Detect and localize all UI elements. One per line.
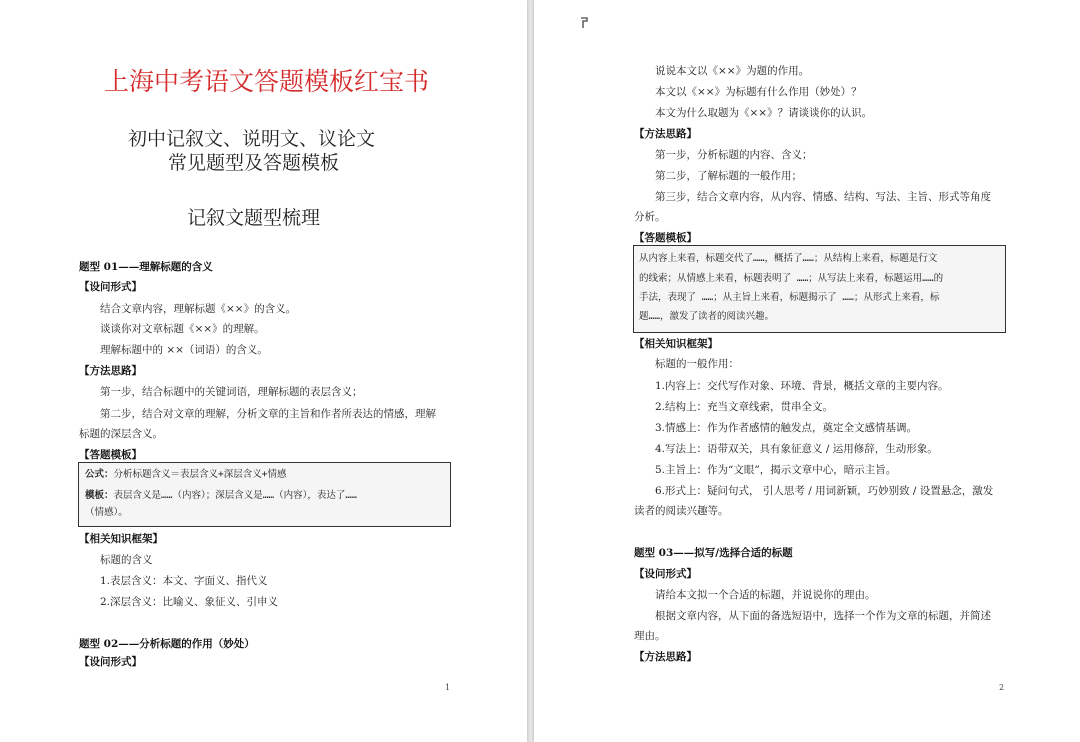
document-page-1	[0, 0, 527, 742]
template-text-2: （情感）。	[85, 507, 128, 518]
flag-icon	[580, 17, 588, 29]
q2-form-label: 【设问形式】	[79, 656, 142, 668]
q1-heading: 题型 01——理解标题的含义	[79, 261, 213, 273]
q2-knowledge-intro: 标题的一般作用：	[655, 358, 739, 370]
subtitle-line-2: 常见题型及答题模板	[168, 152, 340, 174]
q2-knowledge-3: 3.情感上：作为作者感情的触发点，奠定全文感情基调。	[655, 422, 918, 434]
q2-knowledge-5: 5.主旨上：作为“文眼”，揭示文章中心，暗示主旨。	[655, 464, 897, 476]
q2-box-line-1: 从内容上来看，标题交代了……，概括了……；从结构上来看，标题是行文	[639, 253, 938, 264]
q3-form-1: 请给本文拟一个合适的标题，并说说你的理由。	[655, 589, 876, 601]
q2-heading: 题型 02——分析标题的作用（妙处）	[79, 638, 255, 650]
q1-method-label: 【方法思路】	[79, 365, 142, 377]
document-title: 上海中考语文答题模板红宝书	[104, 67, 430, 96]
q1-knowledge-2: 1.表层含义：本文、字面义、指代义	[100, 575, 268, 587]
q2-knowledge-4: 4.写法上：语带双关，具有象征意义 / 运用修辞，生动形象。	[655, 443, 938, 455]
q3-form-label: 【设问形式】	[634, 568, 697, 580]
q2-form-1: 说说本文以《××》为题的作用。	[655, 65, 810, 77]
q2-box-line-3: 手法，表现了 ……；从主旨上来看，标题揭示了 ……；从形式上来看，标	[639, 292, 940, 303]
q3-form-2b: 理由。	[634, 630, 666, 642]
q1-knowledge-label: 【相关知识框架】	[79, 533, 163, 545]
q2-knowledge-6: 6.形式上：疑问句式， 引人思考 / 用词新颖，巧妙别致 / 设置悬念，激发	[655, 485, 994, 497]
q2-knowledge-2: 2.结构上：充当文章线索，贯串全文。	[655, 401, 834, 413]
q1-form-1: 结合文章内容，理解标题《××》的含义。	[100, 303, 297, 315]
q2-form-3: 本文为什么取题为《××》？请谈谈你的认识。	[655, 107, 873, 119]
q2-template-box	[633, 245, 1006, 333]
template-label: 模板：	[85, 490, 114, 501]
q3-heading: 题型 03——拟写/选择合适的标题	[634, 547, 793, 559]
q2-method-2: 第二步，了解标题的一般作用；	[655, 170, 802, 182]
q2-box-line-2: 的线索；从情感上来看，标题表明了 ……；从写法上来看，标题运用……的	[639, 273, 944, 284]
page-number: 1	[445, 683, 451, 692]
subtitle-line-1: 初中记叙文、说明文、议论文	[128, 128, 376, 150]
q3-form-2a: 根据文章内容，从下面的备选短语中，选择一个作为文章的标题，并简述	[655, 610, 991, 622]
section-title: 记叙文题型梳理	[187, 207, 321, 229]
q1-form-label: 【设问形式】	[79, 281, 142, 293]
q2-knowledge-cont: 读者的阅读兴趣等。	[634, 505, 729, 517]
q1-form-2: 谈谈你对文章标题《××》的理解。	[100, 323, 265, 335]
q1-method-2a: 第二步，结合对文章的理解，分析文章的主旨和作者所表达的情感，理解	[100, 408, 436, 420]
formula-text: 分析标题含义＝表层含义+深层含义+情感	[113, 469, 287, 480]
q2-method-1: 第一步，分析标题的内容、含义；	[655, 149, 813, 161]
q2-method-3b: 分析。	[634, 211, 666, 223]
document-page-2	[534, 0, 1080, 742]
q2-knowledge-label: 【相关知识框架】	[634, 338, 718, 350]
q2-box-line-4: 题……，激发了读者的阅读兴趣。	[639, 311, 774, 322]
q1-template-label: 【答题模板】	[79, 449, 142, 461]
q2-knowledge-1: 1.内容上：交代写作对象、环境、背景，概括文章的主要内容。	[655, 380, 949, 392]
q1-method-2b: 标题的深层含义。	[79, 428, 163, 440]
q1-knowledge-3: 2.深层含义：比喻义、象征义、引申义	[100, 596, 279, 608]
q1-method-1: 第一步，结合标题中的关键词语，理解标题的表层含义；	[100, 386, 363, 398]
q1-knowledge-1: 标题的含义	[100, 554, 153, 566]
page-number: 2	[999, 683, 1005, 692]
q2-method-label: 【方法思路】	[634, 128, 697, 140]
q2-form-2: 本文以《××》为标题有什么作用（妙处）？	[655, 86, 862, 98]
formula-label: 公式：	[85, 469, 114, 480]
template-text-1: 表层含义是……（内容）；深层含义是……（内容），表达了……	[113, 490, 357, 501]
q2-template-label: 【答题模板】	[634, 232, 697, 244]
q2-method-3a: 第三步，结合文章内容，从内容、情感、结构、写法、主旨、形式等角度	[655, 191, 991, 203]
q3-method-label: 【方法思路】	[634, 651, 697, 663]
q1-template-box	[78, 462, 451, 527]
q1-form-3: 理解标题中的 ××（词语）的含义。	[100, 344, 268, 356]
